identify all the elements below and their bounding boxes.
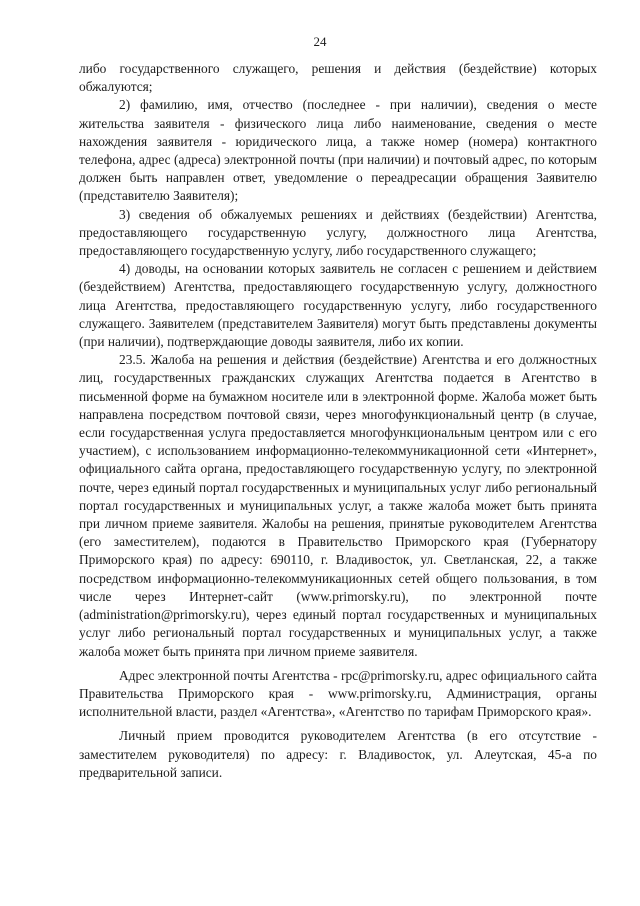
document-body bbox=[79, 60, 597, 782]
paragraph-item-4: 4) доводы, на основании которых заявитель не согласен с решением и действием (бездействием) Агентства, предоставляющего государственную услугу, должностного лица Агентства, предоставляющего государственную услугу, либо государственного служащего. Заявителем (представителем Заявителя) могут быть представлены документы (при наличии), подтверждающие доводы заявителя, либо их копии. bbox=[79, 261, 597, 350]
paragraph-section-23-5: 23.5. Жалоба на решения и действия (бездействие) Агентства и его должностных лиц, государственных гражданских служащих Агентства подается в Агентство в письменной форме на бумажном носителе или в электронной форме. Жалоба может быть направлена посредством почтовой связи, через многофункциональный центр (в случае, если государственная услуга предоставляется многофункциональным центром или с его участием), с использованием информационно-телекоммуникационной сети «Интернет», официального сайта органа, предоставляющего государственную услугу, по электронной почте, через единый портал государственных и муниципальных услуг либо региональный портал государственных и муниципальных услуг, а также жалоба может быть принята при личном приеме заявителя. Жалобы на решения, принятые руководителем Агентства (его заместителем), подаются в Правительство Приморского края (Губернатору Приморского края) по адресу: 690110, г. Владивосток, ул. Светланская, 22, а также посредством информационно-телекоммуникационных сетей общего пользования, в том числе через Интернет-сайт (www.primorsky.ru), по электронной почте (administration@primorsky.ru), через единый портал государственных и муниципальных услуг либо региональный портал государственных и муниципальных услуг, а также жалоба может быть принята при личном приеме заявителя. bbox=[79, 352, 597, 659]
paragraph-continuation: либо государственного служащего, решения и действия (бездействие) которых обжалуются; bbox=[79, 61, 597, 95]
page-number: 24 bbox=[313, 34, 327, 49]
paragraph-personal-reception: Личный прием проводится руководителем Агентства (в его отсутствие - заместителем руководителя) по адресу: г. Владивосток, ул. Алеутская, 45-а по предварительной записи. bbox=[79, 728, 597, 780]
paragraph-item-3: 3) сведения об обжалуемых решениях и действиях (бездействии) Агентства, предоставляющего государственную услугу, должностного лица Агентства, предоставляющего государственную услугу, либо государственного служащего; bbox=[79, 206, 597, 259]
paragraph-email-address: Адрес электронной почты Агентства - rpc@primorsky.ru, адрес официального сайта Правительства Приморского края - www.primorsky.ru, Администрация, органы исполнительной власти, раздел «Агентства», «Агентство по тарифам Приморского края». bbox=[79, 667, 597, 720]
paragraph-item-2: 2) фамилию, имя, отчество (последнее - при наличии), сведения о месте жительства заявителя - физического лица либо наименование, сведения о месте нахождения заявителя - юридического лица, а также номер (номера) контактного телефона, адрес (адреса) электронной почты (при наличии) и почтовый адрес, по которым должен быть направлен ответ, уведомление о переадресации обращения Заявителю (представителю Заявителя); bbox=[79, 97, 597, 204]
